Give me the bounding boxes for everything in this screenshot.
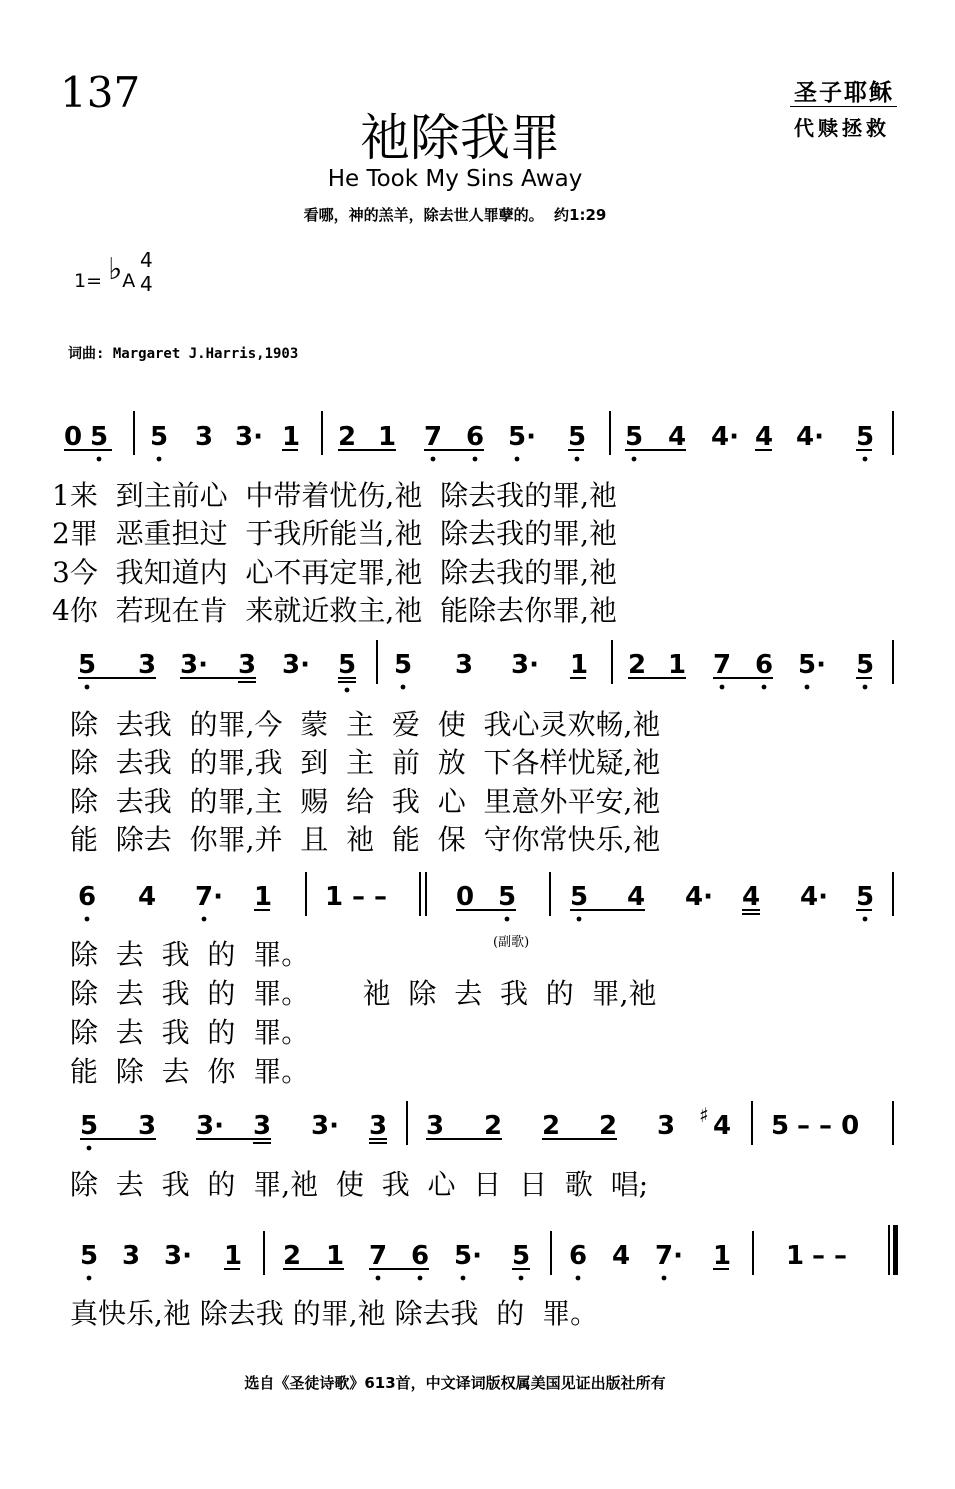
svg-text:5·: 5·	[508, 422, 536, 452]
lyric-line3-verse3: 除 去 我 的 罪。	[70, 1016, 310, 1049]
svg-text:3: 3	[195, 422, 214, 452]
svg-text:6: 6	[466, 422, 485, 452]
hymn-number: 137	[60, 68, 141, 117]
svg-text:5: 5	[771, 1111, 790, 1141]
svg-text:3: 3	[238, 650, 257, 680]
svg-text:5: 5	[394, 650, 413, 680]
svg-text:3·: 3·	[282, 650, 310, 680]
svg-text:– –: – –	[812, 1241, 848, 1271]
copyright-footer: 选自《圣徒诗歌》613首，中文译词版权属美国见证出版社所有	[244, 1374, 666, 1392]
svg-text:5: 5	[80, 1241, 99, 1271]
svg-text:5: 5	[512, 1241, 531, 1271]
lyric-line2-verse2: 除 去我 的罪,我 到 主 前 放 下各样忧疑,祂	[70, 746, 661, 779]
svg-text:1: 1	[713, 1241, 732, 1271]
chorus-label: (副歌)	[493, 935, 530, 950]
svg-text:4: 4	[627, 882, 646, 912]
svg-text:1: 1	[325, 882, 344, 912]
svg-text:1: 1	[254, 882, 273, 912]
svg-text:5: 5	[570, 882, 589, 912]
svg-text:7·: 7·	[195, 882, 223, 912]
svg-text:3: 3	[657, 1111, 676, 1141]
svg-text:2: 2	[628, 650, 647, 680]
category-sub: 代赎拯救	[794, 116, 890, 140]
svg-text:6: 6	[569, 1241, 588, 1271]
svg-text:4: 4	[755, 422, 774, 452]
svg-text:3: 3	[369, 1111, 388, 1141]
lyric-line3-verse4: 能 除 去 你 罪。	[70, 1055, 310, 1088]
time-signature	[140, 248, 153, 296]
svg-text:3·: 3·	[511, 650, 539, 680]
page-title: 祂除我罪	[360, 109, 560, 167]
svg-text:4·: 4·	[685, 882, 713, 912]
lyric-line3-verse2: 除 去 我 的 罪。 祂 除 去 我 的 罪,祂	[70, 977, 657, 1010]
svg-text:6: 6	[411, 1241, 430, 1271]
svg-text:2: 2	[283, 1241, 302, 1271]
svg-text:3: 3	[138, 650, 157, 680]
svg-text:2: 2	[484, 1111, 503, 1141]
lyric-line1-verse3: 3今 我知道内 心不再定罪,祂 除去我的罪,祂	[52, 556, 618, 589]
lyric-line1-verse1: 1来 到主前心 中带着忧伤,祂 除去我的罪,祂	[52, 479, 618, 512]
svg-text:4: 4	[713, 1111, 732, 1141]
svg-text:2: 2	[599, 1111, 618, 1141]
svg-text:3: 3	[253, 1111, 272, 1141]
svg-text:7: 7	[713, 650, 732, 680]
lyric-line1-verse2: 2罪 恶重担过 于我所能当,祂 除去我的罪,祂	[52, 517, 618, 550]
svg-text:7·: 7·	[655, 1241, 683, 1271]
svg-text:3·: 3·	[180, 650, 208, 680]
svg-text:4·: 4·	[800, 882, 828, 912]
svg-text:0: 0	[64, 422, 83, 452]
svg-text:1: 1	[282, 422, 301, 452]
svg-text:5·: 5·	[454, 1241, 482, 1271]
lyric-line2-verse3: 除 去我 的罪,主 赐 给 我 心 里意外平安,祂	[70, 785, 661, 818]
svg-text:3: 3	[426, 1111, 445, 1141]
svg-text:0: 0	[456, 882, 475, 912]
svg-text:3: 3	[122, 1241, 141, 1271]
lyric-line2-verse1: 除 去我 的罪,今 蒙 主 爱 使 我心灵欢畅,祂	[70, 708, 661, 741]
svg-text:5: 5	[625, 422, 644, 452]
svg-text:5·: 5·	[798, 650, 826, 680]
svg-text:4: 4	[668, 422, 687, 452]
lyric-line4: 除 去 我 的 罪,祂 使 我 心 日 日 歌 唱;	[70, 1168, 649, 1201]
svg-text:5: 5	[80, 1111, 99, 1141]
svg-text:4: 4	[612, 1241, 631, 1271]
lyric-line2-verse4: 能 除去 你罪,并 且 祂 能 保 守你常快乐,祂	[70, 823, 661, 856]
svg-text:3: 3	[455, 650, 474, 680]
flat-icon: ♭	[108, 252, 123, 287]
svg-text:4: 4	[138, 882, 157, 912]
svg-text:4·: 4·	[711, 422, 739, 452]
time-top: 4	[140, 248, 153, 272]
page-subtitle: He Took My Sins Away	[327, 166, 583, 192]
time-bottom: 4	[140, 272, 153, 296]
key-signature	[74, 252, 136, 295]
svg-text:5: 5	[856, 882, 875, 912]
svg-text:7: 7	[369, 1241, 388, 1271]
svg-text:5: 5	[856, 650, 875, 680]
svg-text:– – 0: – – 0	[797, 1111, 860, 1141]
svg-text:5: 5	[498, 882, 517, 912]
svg-text:1: 1	[326, 1241, 345, 1271]
svg-text:5: 5	[568, 422, 587, 452]
svg-text:1: 1	[570, 650, 589, 680]
category-main: 圣子耶稣	[794, 79, 894, 106]
svg-text:2: 2	[542, 1111, 561, 1141]
lyric-line3-verse1: 除 去 我 的 罪。	[70, 938, 310, 971]
svg-text:♯: ♯	[699, 1103, 709, 1127]
svg-text:2: 2	[338, 422, 357, 452]
svg-text:5: 5	[856, 422, 875, 452]
svg-text:– –: – –	[352, 882, 388, 912]
svg-text:1: 1	[786, 1241, 805, 1271]
svg-text:5: 5	[150, 422, 169, 452]
svg-text:3: 3	[138, 1111, 157, 1141]
credit-line: 词曲: Margaret J.Harris,1903	[68, 346, 299, 362]
svg-text:6: 6	[78, 882, 97, 912]
lyric-line5: 真快乐,祂 除去我 的罪,祂 除去我 的 罪。	[70, 1297, 599, 1330]
svg-text:4: 4	[742, 882, 761, 912]
key-label: 1=	[74, 270, 103, 292]
svg-text:3·: 3·	[196, 1111, 224, 1141]
svg-text:5: 5	[78, 650, 97, 680]
svg-text:4·: 4·	[796, 422, 824, 452]
svg-text:7: 7	[424, 422, 443, 452]
svg-text:1: 1	[378, 422, 397, 452]
scripture-verse: 看哪，神的羔羊，除去世人罪孽的。 约1:29	[303, 206, 607, 224]
svg-text:6: 6	[755, 650, 774, 680]
svg-text:1: 1	[224, 1241, 243, 1271]
svg-text:3·: 3·	[235, 422, 263, 452]
svg-text:3·: 3·	[164, 1241, 192, 1271]
key-note: A	[122, 270, 136, 292]
svg-text:5: 5	[90, 422, 109, 452]
svg-text:5: 5	[338, 650, 357, 680]
lyric-line1-verse4: 4你 若现在肯 来就近救主,祂 能除去你罪,祂	[52, 594, 618, 627]
svg-text:1: 1	[668, 650, 687, 680]
svg-text:3·: 3·	[311, 1111, 339, 1141]
